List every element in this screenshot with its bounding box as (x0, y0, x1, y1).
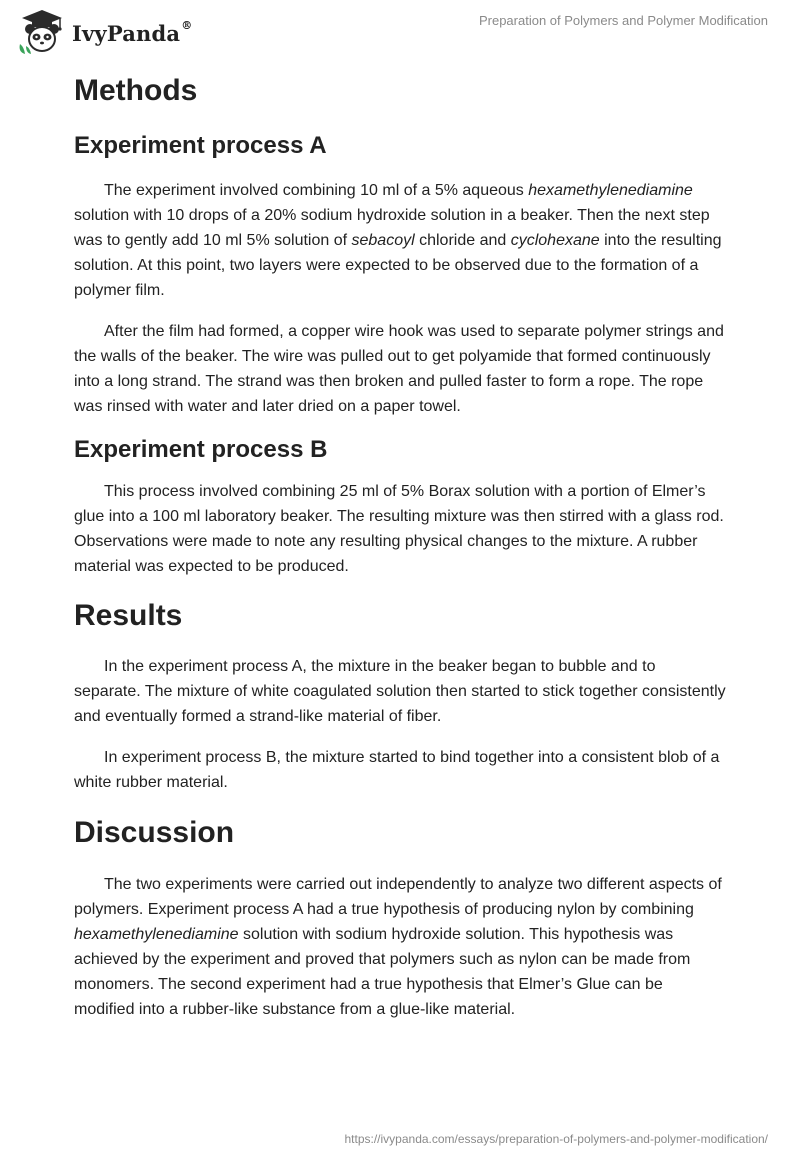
panda-logo-icon (16, 8, 68, 56)
process-a-paragraph-1: The experiment involved combining 10 ml of a 5% aqueous hexamethylenediamine solution with 10 drops of a 20% sodium hydroxide solution in a beaker. Then the next step was to gently add 10 ml 5% solution of sebacoyl chloride and cyclohexane into the resulting solution. At this point, two layers were expected to be observed due to the formation of a polymer film. (74, 182, 722, 299)
discussion-paragraph-1: The two experiments were carried out independently to analyze two different aspects of polymers. Experiment process A had a true hypothesis of producing nylon by combining hexamethylenediamine solution with sodium hydroxide solution. This hypothesis was achieved by the experiment and proved that polymers such as nylon can be made from monomers. The second experiment had a true hypothesis that Elmer’s Glue can be modified into a rubber-like substance from a glue-like material. (74, 876, 722, 1018)
process-a-paragraph-2: After the film had formed, a copper wire hook was used to separate polymer strings and the walls of the beaker. The wire was pulled out to get polyamide that formed continuously into a long strand. The strand was then broken and pulled faster to form a rope. The rope was rinsed with water and later dried on a paper towel. (74, 323, 724, 415)
essay-content (74, 70, 726, 1022)
page-header (0, 0, 800, 62)
discussion-heading: Discussion (74, 816, 235, 849)
registered-mark: ® (181, 18, 193, 32)
process-b-heading: Experiment process B (74, 436, 328, 463)
brand-name: IvyPanda® (72, 18, 193, 46)
process-b-paragraph-1: This process involved combining 25 ml of 5% Borax solution with a portion of Elmer’s glue into a 100 ml laboratory beaker. The resulting mixture was then stirred with a glass rod. Observations were made to note any resulting physical changes to the mixture. A rubber material was expected to be produced. (74, 483, 724, 575)
process-a-heading: Experiment process A (74, 132, 327, 159)
document-title: Preparation of Polymers and Polymer Modification (478, 13, 768, 28)
results-heading: Results (74, 599, 183, 632)
results-paragraph-1: In the experiment process A, the mixture in the beaker began to bubble and to separate. The mixture of white coagulated solution then started to stick together consistently and eventually formed a strand-like material of fiber. (74, 658, 726, 725)
ivypanda-logo[interactable] (16, 8, 192, 56)
source-url[interactable]: https://ivypanda.com/essays/preparation-of-polymers-and-polymer-modification/ (344, 1132, 768, 1146)
methods-heading: Methods (74, 74, 198, 107)
results-paragraph-2: In experiment process B, the mixture started to bind together into a consistent blob of a white rubber material. (74, 749, 720, 791)
